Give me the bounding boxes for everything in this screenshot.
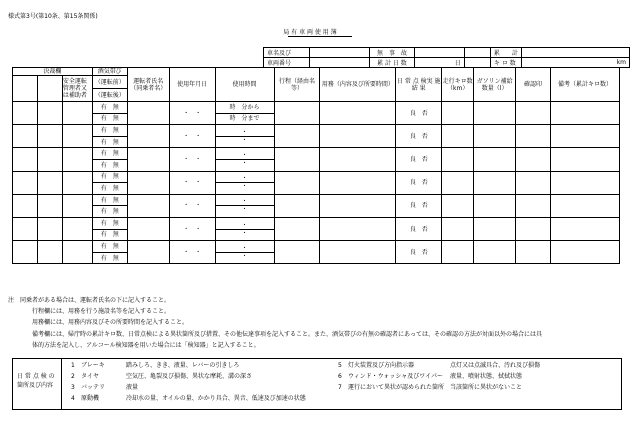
fuel-cell[interactable] [474,125,516,148]
time-cell[interactable]: 時 分から [215,102,274,114]
daily-check-cell[interactable]: 良 否 [396,171,442,194]
distance-cell[interactable] [442,171,474,194]
distance-cell[interactable] [442,148,474,171]
km-label: キ ロ 数 [490,58,521,68]
date-cell[interactable]: ・ ・ [169,194,215,217]
check-item-name: ブレーキ [81,362,105,369]
approver-cell-1[interactable] [13,194,38,217]
time-cell[interactable]: ・ [215,183,274,195]
table-row [13,241,620,253]
table-row [13,125,620,137]
check-item-desc: 踏みしろ、きき、液量、レバーの引きしろ [126,362,240,369]
check-item-number: 2 [71,373,75,380]
purpose-cell[interactable] [320,102,396,125]
time-cell[interactable]: ・ [215,206,274,218]
confirm-seal-cell[interactable] [516,102,551,125]
daily-check-cell[interactable]: 良 否 [396,241,442,264]
fuel-cell[interactable] [474,194,516,217]
duty-days-value[interactable] [414,48,464,58]
route-cell[interactable] [274,194,320,217]
duty-days-label: 無 事 故 [369,48,414,58]
fuel-cell[interactable] [474,102,516,125]
purpose-cell[interactable] [320,148,396,171]
approver-cell-1[interactable] [13,171,38,194]
approver-cell-2[interactable] [37,171,62,194]
info-table [263,47,630,68]
driver-name-cell[interactable] [127,194,169,217]
safety-manager-cell[interactable] [62,148,92,171]
drink-check-header: 酒気帯び [92,68,127,76]
approver-cell-1[interactable] [13,148,38,171]
distance-cell[interactable] [442,102,474,125]
remarks-cell[interactable] [551,241,620,264]
safety-manager-cell[interactable] [62,217,92,240]
check-label-1: 日 常 点 検 の [17,373,55,380]
daily-check-header: 日 常 点 検実 施 結 果 [396,68,442,102]
safety-manager-cell[interactable] [62,125,92,148]
remarks-header: 備考（累計キロ数） [551,68,620,102]
check-item-name: 灯火装置及び方向指示器 [348,362,415,369]
approver-cell-1[interactable] [13,102,38,125]
driver-name-cell[interactable] [127,125,169,148]
date-cell[interactable]: ・ ・ [169,148,215,171]
driver-name-cell[interactable] [127,102,169,125]
purpose-cell[interactable] [320,217,396,240]
purpose-cell[interactable] [320,194,396,217]
note-line: 用務欄には、用務内容及びその所要時間を記入すること。 [32,319,189,326]
confirm-seal-header: 確認印 [516,68,551,102]
route-cell[interactable] [274,148,320,171]
route-cell[interactable] [274,102,320,125]
approver-cell-2[interactable] [37,194,62,217]
daily-check-cell[interactable]: 良 否 [396,125,442,148]
time-cell[interactable]: ・ [215,252,274,264]
route-cell[interactable] [274,171,320,194]
table-row [13,217,620,229]
date-cell[interactable]: ・ ・ [169,217,215,240]
total-label-cell [464,48,490,58]
note-line: 行程欄には、用務を行う施設名等を記入すること。 [32,308,171,315]
car-name-value[interactable] [310,48,370,58]
approver-cell-2[interactable] [37,148,62,171]
check-item-number: 7 [338,384,342,391]
fuel-cell[interactable] [474,171,516,194]
usage-log-table [12,67,620,264]
note-line: 備考欄には、帰庁時の累計キロ数、日常点検による異状箇所及び措置、その他伝達事項を記入すること。また、酒気帯びの有無の確認者にあっては、その確認の方法が対面以外の場合には具 [32,331,542,338]
date-cell[interactable]: ・ ・ [169,171,215,194]
purpose-cell[interactable] [320,241,396,264]
table-row [13,194,620,206]
check-label-2: 箇所及び内容 [17,382,54,389]
route-cell[interactable] [274,125,320,148]
time-cell[interactable]: ・ [215,217,274,229]
remarks-cell[interactable] [551,171,620,194]
check-item-desc: 当該箇所に異状がないこと [450,384,523,391]
check-item-desc: 点灯又は点滅具合、汚れ及び損傷 [450,362,541,369]
time-cell[interactable]: ・ [215,148,274,160]
km-label-cell [464,58,490,68]
check-item-name: ウィンド・ウォッシャ及びワイパー [348,373,443,380]
check-item-number: 1 [71,362,75,369]
date-header: 使用年月日 [169,68,215,102]
time-cell[interactable]: ・ [215,125,274,137]
fuel-cell[interactable] [474,241,516,264]
car-number-value[interactable] [310,58,370,68]
route-cell[interactable] [274,217,320,240]
check-item-number: 4 [71,395,75,402]
check-item-desc: 空気圧、亀裂及び損傷、異状な摩耗、溝の深さ [126,373,253,380]
approver-cell-2[interactable] [37,102,62,125]
daily-check-cell[interactable]: 良 否 [396,194,442,217]
check-item-name: 原動機 [81,395,100,402]
approver-cell-1[interactable] [13,241,38,264]
after-drive-check[interactable]: 有 無 [92,206,127,218]
safety-manager-header: 安全運転管理者又は補助者 [62,76,92,102]
purpose-header: 用務（内容及び所要時間） [320,68,396,102]
check-item-desc: 液量 [126,384,139,391]
doc-title: 局 有 車 両 使 用 簿 [283,29,337,36]
check-item-number: 6 [338,373,342,380]
daily-check-box [12,358,622,410]
distance-header: 走行キロ数（km） [442,68,474,102]
approver-cell-1[interactable] [13,125,38,148]
time-cell[interactable]: 時 分まで [215,113,274,125]
approver-cell-1[interactable] [13,217,38,240]
remarks-cell[interactable] [551,148,620,171]
remarks-cell[interactable] [551,102,620,125]
time-cell[interactable]: ・ [215,241,274,253]
after-drive-check[interactable]: 有 無 [92,113,127,125]
confirm-seal-cell[interactable] [516,148,551,171]
before-drive-check[interactable]: 有 無 [92,217,127,229]
date-cell[interactable]: ・ ・ [169,102,215,125]
after-drive-check[interactable]: 有 無 [92,252,127,264]
approver-slot-2[interactable] [37,76,62,102]
title-underline [288,36,352,37]
fuel-header: ガソリン補給数量（l） [474,68,516,102]
route-cell[interactable] [274,241,320,264]
approver-cell-2[interactable] [37,217,62,240]
approver-cell-2[interactable] [37,125,62,148]
car-number-label: 車両番号 [264,58,310,68]
distance-cell[interactable] [442,125,474,148]
after-drive-check[interactable]: 有 無 [92,159,127,171]
check-item-desc: 冷却水の量、オイルの量、かかり具合、異音、低速及び加速の状態 [126,395,306,402]
before-drive-check[interactable]: 有 無 [92,125,127,137]
note-line: 体的方法を記入し、アルコール検知器を用いた場合には「検知器」と記入すること。 [32,342,260,349]
date-cell[interactable]: ・ ・ [169,125,215,148]
distance-cell[interactable] [442,217,474,240]
confirm-seal-cell[interactable] [516,125,551,148]
time-cell[interactable]: ・ [215,194,274,206]
confirm-seal-cell[interactable] [516,241,551,264]
remarks-cell[interactable] [551,217,620,240]
before-drive-check[interactable]: 有 無 [92,194,127,206]
safety-manager-cell[interactable] [62,171,92,194]
check-divider [61,359,62,409]
purpose-cell[interactable] [320,171,396,194]
distance-cell[interactable] [442,194,474,217]
approver-header: 決裁欄 [13,68,93,76]
total-km-value[interactable] [521,48,629,58]
purpose-cell[interactable] [320,125,396,148]
total-days-label: 累 計 日 数 [369,58,414,68]
remarks-cell[interactable] [551,125,620,148]
table-row [13,171,620,183]
date-cell[interactable]: ・ ・ [169,241,215,264]
fuel-cell[interactable] [474,148,516,171]
time-cell[interactable]: ・ [215,159,274,171]
time-header: 使用時間 [215,68,274,102]
safety-manager-cell[interactable] [62,102,92,125]
driver-name-cell[interactable] [127,241,169,264]
check-item-name: 運行において異状が認められた箇所 [348,384,445,391]
before-drive-check[interactable]: 有 無 [92,241,127,253]
table-row [13,102,620,114]
time-cell[interactable]: ・ [215,229,274,241]
day-unit: 日 [414,58,464,68]
table-row [13,148,620,160]
daily-check-cell[interactable]: 良 否 [396,217,442,240]
before-drive-check[interactable]: 有 無 [92,148,127,160]
time-cell[interactable]: ・ [215,171,274,183]
approver-cell-2[interactable] [37,241,62,264]
before-drive-check[interactable]: 有 無 [92,171,127,183]
after-drive-label: （運転後） [92,89,127,102]
daily-check-cell[interactable]: 良 否 [396,102,442,125]
confirm-seal-cell[interactable] [516,171,551,194]
driver-name-cell[interactable] [127,217,169,240]
after-drive-check[interactable]: 有 無 [92,229,127,241]
confirm-seal-cell[interactable] [516,194,551,217]
car-name-label: 車名及び [264,48,310,58]
before-drive-check[interactable]: 有 無 [92,102,127,114]
check-item-number: 3 [71,384,75,391]
km-unit: km [521,58,629,68]
safety-manager-cell[interactable] [62,241,92,264]
before-drive-label: （運転前） [92,76,127,89]
driver-name-header: 運転者氏名（同乗者名） [127,68,169,102]
total-label: 累 計 [490,48,521,58]
remarks-cell[interactable] [551,194,620,217]
route-header: 行程（経由名等） [274,68,320,102]
driver-name-cell[interactable] [127,171,169,194]
check-item-name: バッテリ [81,384,106,391]
daily-check-cell[interactable]: 良 否 [396,148,442,171]
approver-slot-1[interactable] [13,76,38,102]
after-drive-check[interactable]: 有 無 [92,136,127,148]
safety-manager-cell[interactable] [62,194,92,217]
check-item-number: 5 [338,362,342,369]
check-item-desc: 液量、噴射状態、拭拭状態 [450,373,523,380]
fuel-cell[interactable] [474,217,516,240]
after-drive-check[interactable]: 有 無 [92,183,127,195]
confirm-seal-cell[interactable] [516,217,551,240]
form-label: 様式第3号(第10条、第15条関係) [8,13,98,20]
note-line: 注 同乗者がある場合は、運転者氏名の下に記入すること。 [8,297,171,304]
distance-cell[interactable] [442,241,474,264]
driver-name-cell[interactable] [127,148,169,171]
check-item-name: タイヤ [81,373,99,380]
time-cell[interactable]: ・ [215,136,274,148]
